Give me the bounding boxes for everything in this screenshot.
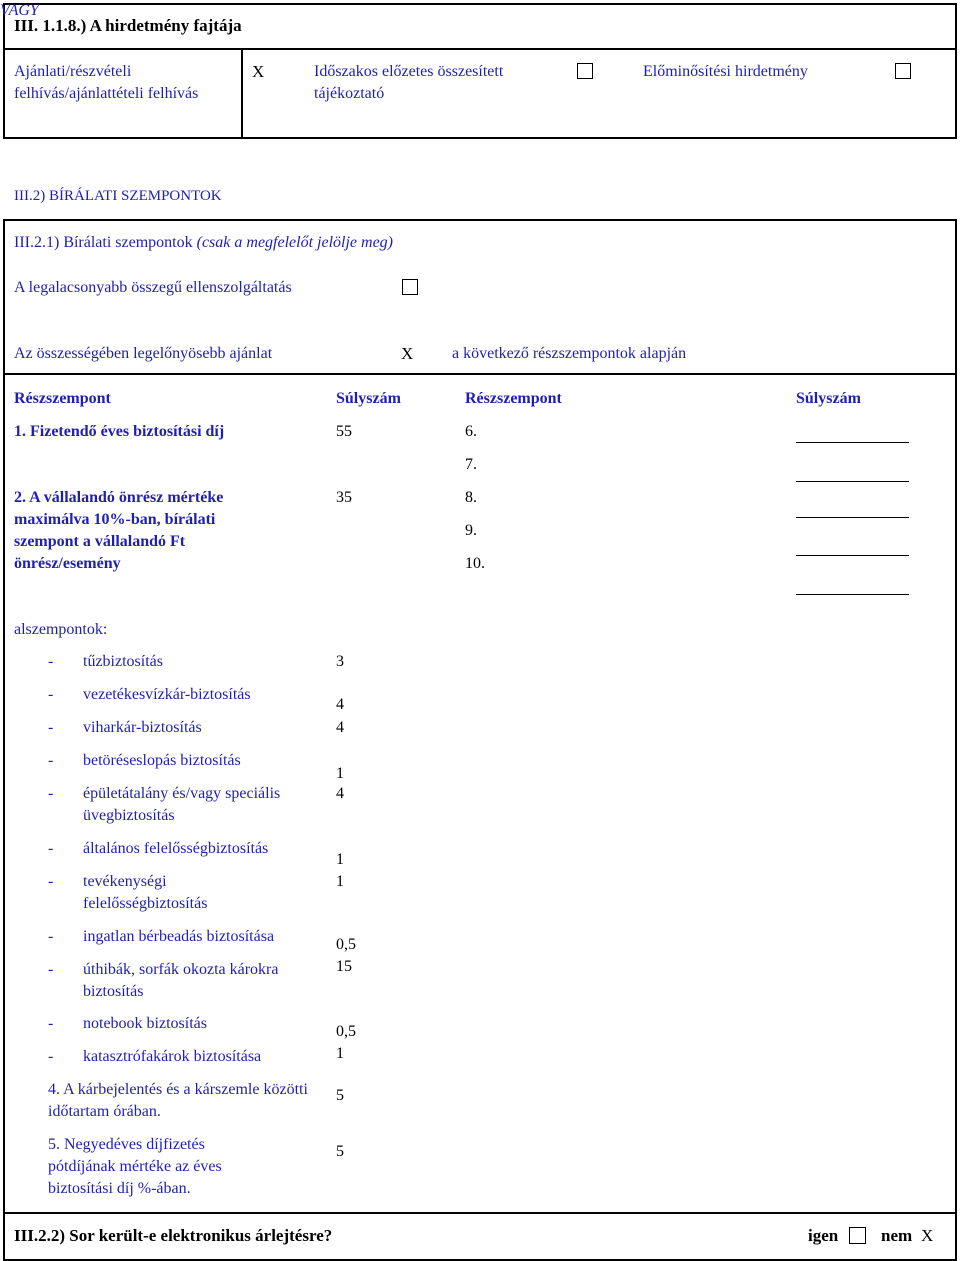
subcriterion-label: épületátalány és/vagy speciális üvegbiztosítás: [83, 785, 281, 824]
divider: [3, 48, 957, 50]
criterion-label: 1. Fizetendő éves biztosítási díj: [14, 423, 225, 440]
auction-question: III.2.2) Sor került-e elektronikus árlejtésre?: [14, 1226, 333, 1245]
subcriterion-dash: -: [48, 752, 54, 769]
subcriterion-dash: -: [48, 1048, 54, 1065]
subcriterion-label: viharkár-biztosítás: [83, 719, 202, 736]
notice-option-2-checkbox[interactable]: [577, 63, 593, 79]
section-title: III.2) BÍRÁLATI SZEMPONTOK: [14, 188, 222, 204]
subcriterion-dash: -: [48, 719, 54, 736]
extra-criterion-weight: 5: [336, 1143, 344, 1160]
subcriterion-label: tűzbiztosítás: [83, 653, 163, 670]
auction-yes-label: igen: [808, 1226, 839, 1245]
subcriterion-dash: -: [48, 873, 54, 890]
right-criterion-number: 6.: [465, 423, 477, 440]
following-criteria-label: a következő részszempontok alapján: [452, 345, 687, 362]
extra-criterion-label: 4. A kárbejelentés és a kárszemle közötti időtartam órában.: [48, 1081, 308, 1120]
subcriterion-dash: -: [48, 1015, 54, 1032]
extra-criterion-weight: 5: [336, 1087, 344, 1104]
auction-no-label: nem: [881, 1226, 913, 1245]
right-criterion-number: 8.: [465, 489, 477, 506]
right-criterion-number: 7.: [465, 456, 477, 473]
subcriterion-dash: -: [48, 785, 54, 802]
subcriterion-weight: 0,5: [336, 936, 356, 953]
subcriterion-label: tevékenységi felelősségbiztosítás: [83, 873, 208, 912]
criterion-weight: 35: [336, 489, 352, 506]
notice-option-1: Ajánlati/részvételi felhívás/ajánlattételi felhívás: [14, 63, 199, 102]
header-criterion-left: Részszempont: [14, 390, 111, 407]
subcriterion-weight: 4: [336, 785, 344, 802]
subcriterion-weight: 1: [336, 873, 344, 890]
divider: [241, 48, 243, 139]
subcriterion-label: notebook biztosítás: [83, 1015, 207, 1032]
weight-blank-line[interactable]: [796, 555, 909, 556]
subcriterion-weight: 4: [336, 696, 344, 713]
criteria-subtitle-main: III.2.1) Bírálati szempontok: [14, 234, 193, 251]
criteria-subtitle: [14, 232, 393, 254]
right-criterion-number: 10.: [465, 555, 485, 572]
subcriterion-weight: 1: [336, 851, 344, 868]
extra-criterion-label: 5. Negyedéves díjfizetés pótdíjának mértéke az éves biztosítási díj %-ában.: [48, 1136, 222, 1197]
subcriterion-label: általános felelősségbiztosítás: [83, 840, 269, 857]
notice-option-1-mark: X: [252, 62, 265, 81]
weight-blank-line[interactable]: [796, 517, 909, 518]
lowest-price-option: A legalacsonyabb összegű ellenszolgáltatás: [14, 279, 292, 296]
subcriterion-label: úthibák, sorfák okozta károkra biztosítás: [83, 961, 279, 1000]
subcriterion-dash: -: [48, 653, 54, 670]
most-advantageous-mark: X: [401, 344, 414, 363]
subcriterion-weight: 1: [336, 765, 344, 782]
subcriterion-weight: 3: [336, 653, 344, 670]
or-label: VAGY: [0, 2, 39, 19]
divider: [3, 1212, 957, 1214]
weight-blank-line[interactable]: [796, 481, 909, 482]
criterion-weight: 55: [336, 423, 352, 440]
subcriteria-title: alszempontok:: [14, 621, 108, 638]
subcriterion-dash: -: [48, 686, 54, 703]
divider: [3, 373, 957, 375]
subcriterion-weight: 4: [336, 719, 344, 736]
weight-blank-line[interactable]: [796, 442, 909, 443]
subcriterion-label: katasztrófakárok biztosítása: [83, 1048, 262, 1065]
criteria-subtitle-note: (csak a megfelelőt jelölje meg): [196, 234, 393, 251]
lowest-price-checkbox[interactable]: [402, 279, 418, 295]
criterion-label: 2. A vállalandó önrész mértéke maximálva 10%-ban, bírálati szempont a vállalandó Ft önrész/esemény: [14, 489, 224, 572]
subcriterion-dash: -: [48, 928, 54, 945]
subcriterion-label: betöréseslopás biztosítás: [83, 752, 241, 769]
auction-yes-checkbox[interactable]: [849, 1227, 866, 1244]
header-weight-left: Súlyszám: [336, 390, 401, 407]
subcriterion-weight: 0,5: [336, 1023, 356, 1040]
subcriterion-weight: 1: [336, 1045, 344, 1062]
header-criterion-right: Részszempont: [465, 390, 562, 407]
right-criterion-number: 9.: [465, 522, 477, 539]
subcriterion-label: ingatlan bérbeadás biztosítása: [83, 928, 275, 945]
weight-blank-line[interactable]: [796, 594, 909, 595]
notice-option-3: Előminősítési hirdetmény: [643, 63, 808, 80]
subcriterion-weight: 15: [336, 958, 352, 975]
notice-option-3-checkbox[interactable]: [895, 63, 911, 79]
subcriterion-dash: -: [48, 961, 54, 978]
subcriterion-dash: -: [48, 840, 54, 857]
notice-option-2: Időszakos előzetes összesített tájékoztató: [314, 63, 504, 102]
header-weight-right: Súlyszám: [796, 390, 861, 407]
notice-type-heading: III. 1.1.8.) A hirdetmény fajtája: [14, 16, 242, 35]
auction-no-mark: X: [921, 1226, 934, 1245]
subcriterion-label: vezetékesvízkár-biztosítás: [83, 686, 251, 703]
most-advantageous-option: Az összességében legelőnyösebb ajánlat: [14, 345, 273, 362]
